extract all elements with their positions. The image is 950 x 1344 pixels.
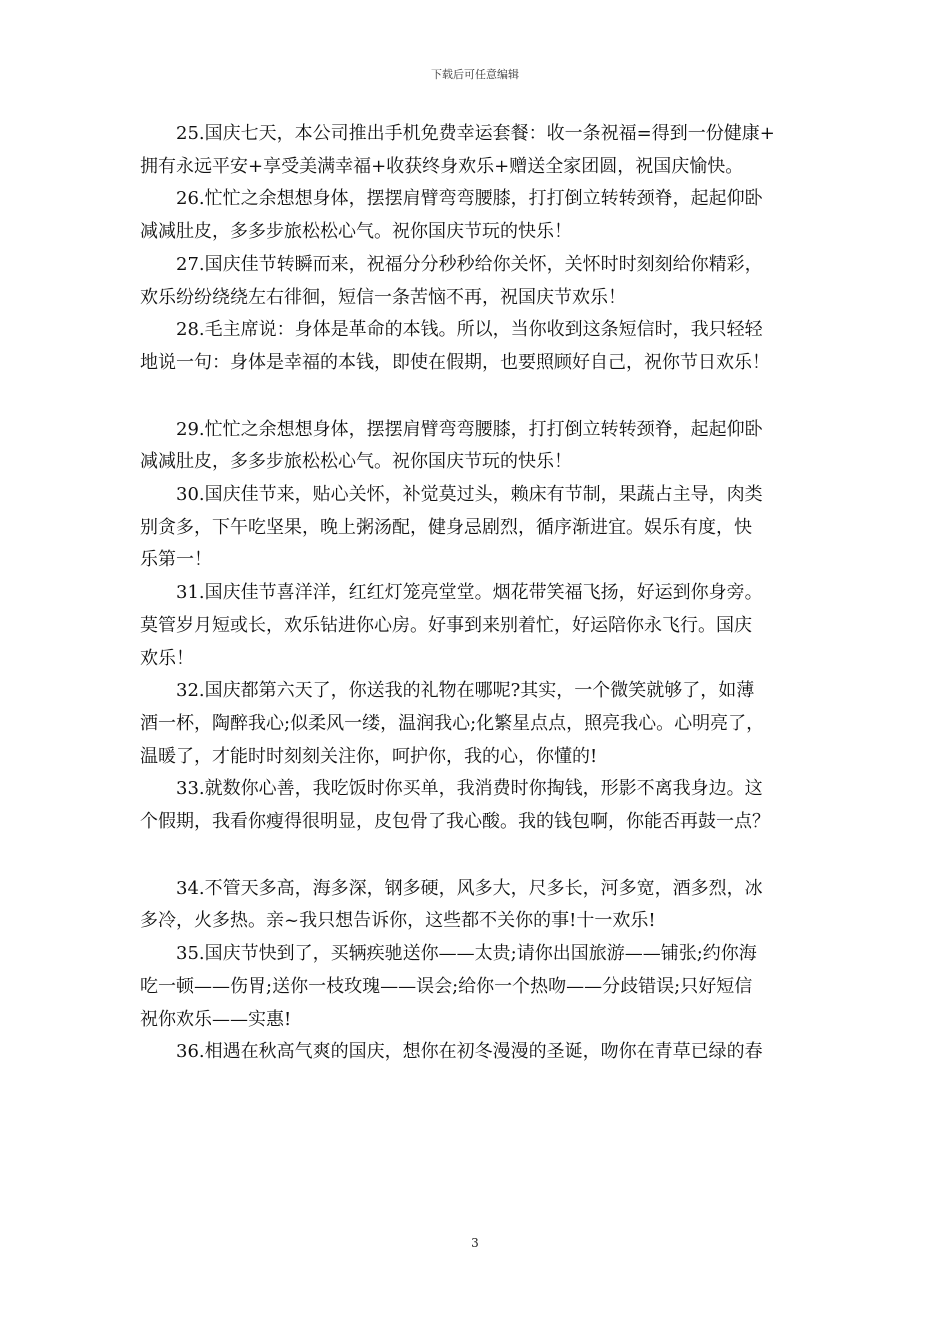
paragraph-line: 拥有永远平安+享受美满幸福+收获终身欢乐+赠送全家团圆，祝国庆愉快。 bbox=[140, 155, 744, 177]
paragraph-line: 36.相遇在秋高气爽的国庆，想你在初冬漫漫的圣诞，吻你在青草已绿的春 bbox=[176, 1041, 763, 1063]
paragraph bbox=[140, 773, 830, 838]
paragraph-line: 32.国庆都第六天了，你送我的礼物在哪呢?其实，一个微笑就够了，如薄 bbox=[176, 680, 755, 702]
paragraph bbox=[140, 479, 830, 577]
paragraph-line: 27.国庆佳节转瞬而来，祝福分分秒秒给你关怀，关怀时时刻刻给你精彩， bbox=[176, 253, 763, 275]
page-number: 3 bbox=[471, 1236, 479, 1250]
paragraph-line: 33.就数你心善，我吃饭时你买单，我消费时你掏钱，形影不离我身边。这 bbox=[176, 778, 763, 800]
paragraph-line: 温暖了，才能时时刻刻关注你，呵护你，我的心，你懂的! bbox=[140, 745, 598, 767]
paragraph bbox=[140, 938, 830, 1036]
paragraph-line: 34.不管天多高，海多深，钢多硬，风多大，尺多长，河多宽，酒多烈，冰 bbox=[176, 877, 763, 899]
paragraph bbox=[140, 675, 830, 773]
paragraph-line: 吃一顿——伤胃;送你一枝玫瑰——误会;给你一个热吻——分歧错误;只好短信 bbox=[140, 975, 753, 997]
paragraph-spacer bbox=[140, 839, 830, 873]
paragraph-line: 地说一句：身体是幸福的本钱，即使在假期，也要照顾好自己，祝你节日欢乐！ bbox=[140, 351, 770, 373]
paragraph-line: 欢乐纷纷绕绕左右徘徊，短信一条苦恼不再，祝国庆节欢乐！ bbox=[140, 286, 626, 308]
paragraph bbox=[140, 183, 830, 248]
paragraph-line: 个假期，我看你瘦得很明显，皮包骨了我心酸。我的钱包啊，你能否再鼓一点？ bbox=[140, 811, 770, 833]
paragraph-line: 乐第一！ bbox=[140, 549, 212, 571]
paragraph-line: 31.国庆佳节喜洋洋，红红灯笼亮堂堂。烟花带笑福飞扬，好运到你身旁。 bbox=[176, 582, 763, 604]
paragraph bbox=[140, 873, 830, 938]
paragraph bbox=[140, 577, 830, 675]
document-body bbox=[140, 118, 830, 1069]
paragraph-line: 28.毛主席说：身体是革命的本钱。所以，当你收到这条短信时，我只轻轻 bbox=[176, 319, 763, 341]
paragraph bbox=[140, 118, 830, 183]
paragraph bbox=[140, 414, 830, 479]
paragraph bbox=[140, 1036, 830, 1069]
paragraph-line: 26.忙忙之余想想身体，摆摆肩臂弯弯腰膝，打打倒立转转颈脊，起起仰卧 bbox=[176, 188, 763, 210]
paragraph-line: 减减肚皮，多多步旅松松心气。祝你国庆节玩的快乐！ bbox=[140, 221, 572, 243]
paragraph bbox=[140, 249, 830, 314]
paragraph-line: 别贪多，下午吃坚果，晚上粥汤配，健身忌剧烈，循序渐进宜。娱乐有度，快 bbox=[140, 516, 752, 538]
paragraph-line: 25.国庆七天，本公司推出手机免费幸运套餐：收一条祝福=得到一份健康+ bbox=[176, 123, 775, 144]
paragraph-line: 酒一杯，陶醉我心;似柔风一缕，温润我心;化繁星点点，照亮我心。心明亮了， bbox=[140, 712, 765, 734]
paragraph-line: 祝你欢乐——实惠! bbox=[140, 1008, 292, 1030]
paragraph-line: 多冷，火多热。亲~我只想告诉你，这些都不关你的事!十一欢乐! bbox=[140, 910, 656, 932]
page-header-note: 下载后可任意编辑 bbox=[431, 68, 519, 81]
paragraph-line: 35.国庆节快到了，买辆疾驰送你——太贵;请你出国旅游——铺张;约你海 bbox=[176, 943, 757, 965]
paragraph-line: 欢乐！ bbox=[140, 647, 194, 669]
paragraph-line: 30.国庆佳节来，贴心关怀，补觉莫过头，赖床有节制，果蔬占主导，肉类 bbox=[176, 484, 763, 506]
paragraph bbox=[140, 314, 830, 379]
paragraph-line: 莫管岁月短或长，欢乐钻进你心房。好事到来别着忙，好运陪你永飞行。国庆 bbox=[140, 614, 752, 636]
paragraph-line: 减减肚皮，多多步旅松松心气。祝你国庆节玩的快乐！ bbox=[140, 451, 572, 473]
paragraph-line: 29.忙忙之余想想身体，摆摆肩臂弯弯腰膝，打打倒立转转颈脊，起起仰卧 bbox=[176, 418, 763, 440]
paragraph-spacer bbox=[140, 380, 830, 414]
